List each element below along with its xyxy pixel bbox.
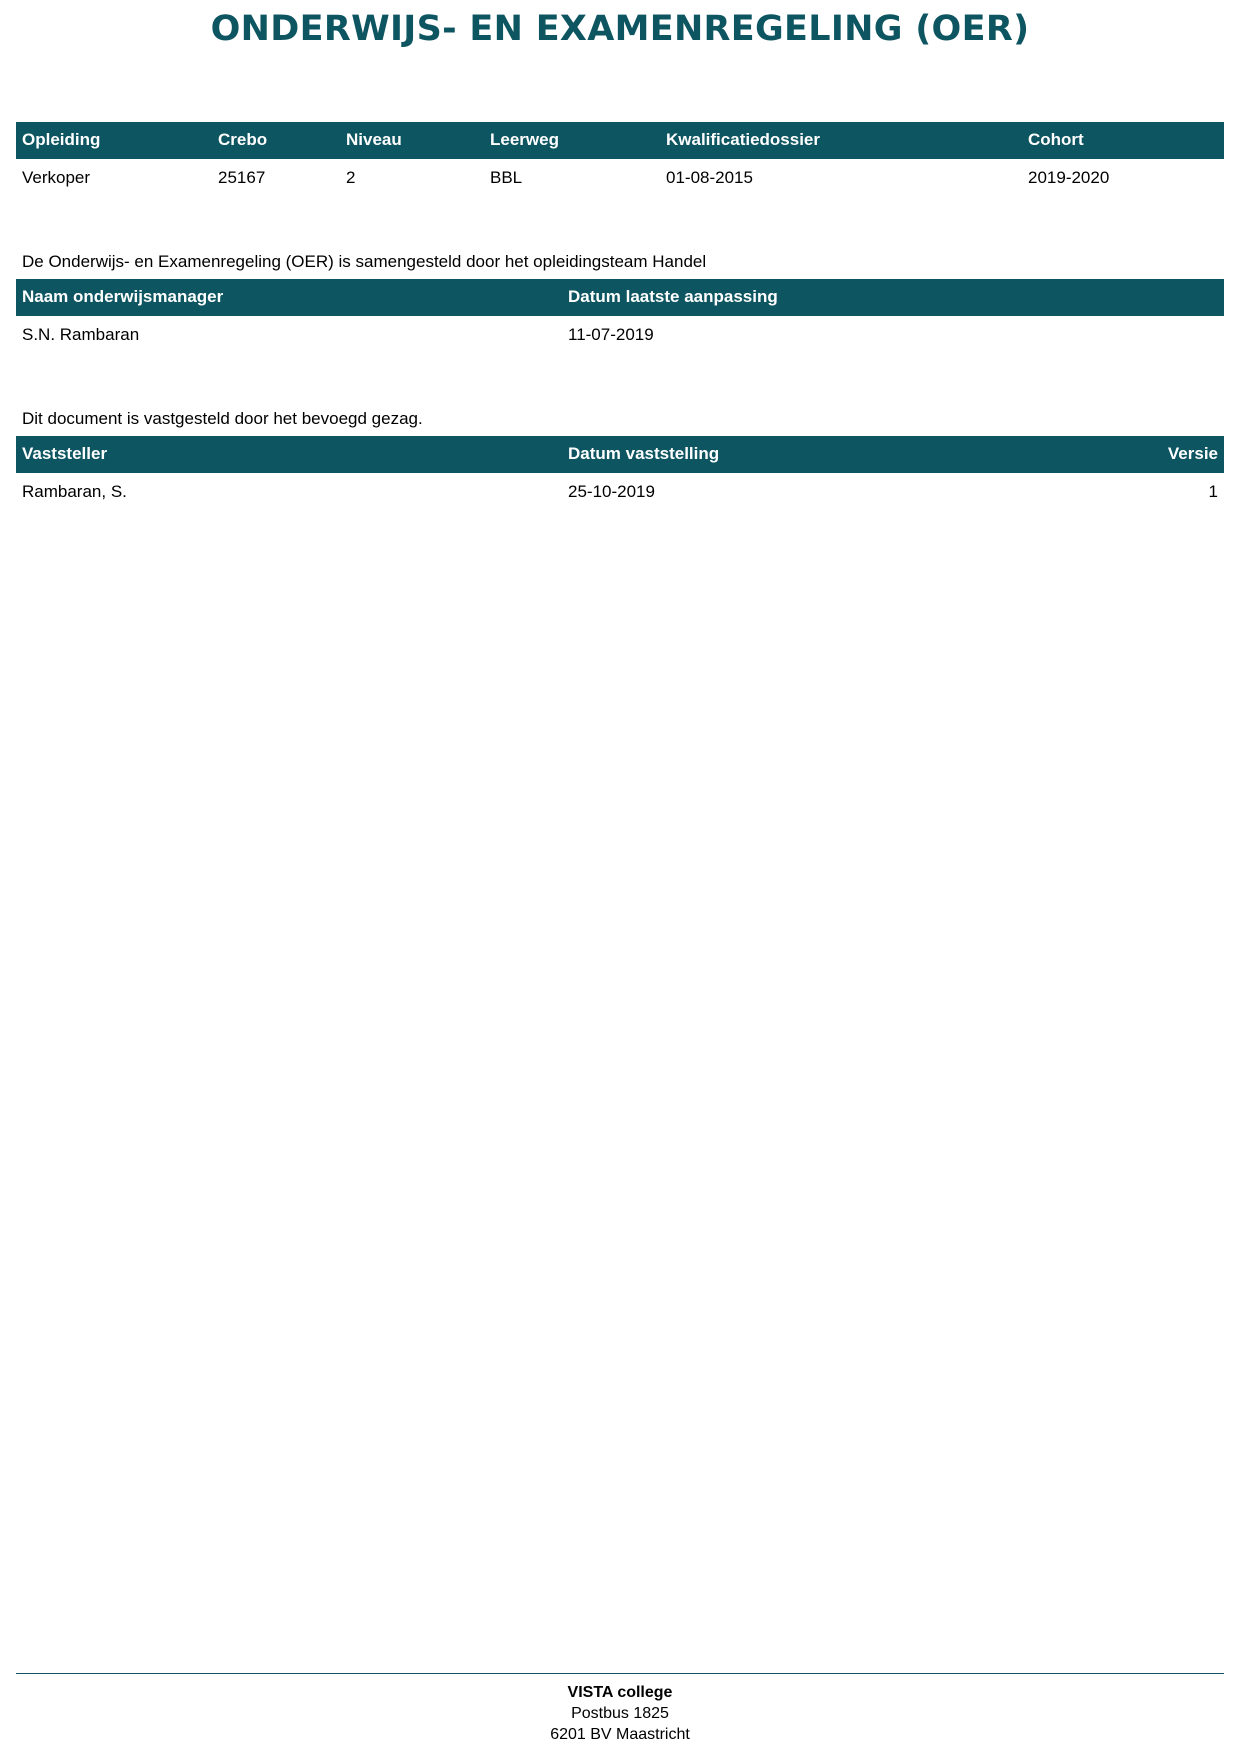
table-row xyxy=(16,316,1224,352)
table-header-row xyxy=(16,122,1224,159)
approval-table xyxy=(16,436,1224,509)
column-header-datum-laatste-aanpassing: Datum laatste aanpassing xyxy=(562,279,1224,316)
column-header-kwalificatiedossier: Kwalificatiedossier xyxy=(660,122,1022,159)
page-footer xyxy=(0,1673,1240,1745)
cell-vaststeller: Rambaran, S. xyxy=(16,473,562,509)
spacer-after-manager-table xyxy=(16,352,1224,408)
column-header-naam-onderwijsmanager: Naam onderwijsmanager xyxy=(16,279,562,316)
spacer-after-program-table xyxy=(16,195,1224,251)
cell-datum-vaststelling: 25-10-2019 xyxy=(562,473,1108,509)
cell-niveau: 2 xyxy=(340,159,484,195)
page-title: ONDERWIJS- EN EXAMENREGELING (OER) xyxy=(210,9,1030,49)
table-header-row xyxy=(16,279,1224,316)
column-header-datum-vaststelling: Datum vaststelling xyxy=(562,436,1108,473)
cell-naam-onderwijsmanager: S.N. Rambaran xyxy=(16,316,562,352)
cell-datum-laatste-aanpassing: 11-07-2019 xyxy=(562,316,1224,352)
column-header-vaststeller: Vaststeller xyxy=(16,436,562,473)
approval-note: Dit document is vastgesteld door het bevoegd gezag. xyxy=(22,409,423,428)
cell-versie: 1 xyxy=(1108,473,1224,509)
cell-crebo: 25167 xyxy=(212,159,340,195)
footer-city: 6201 BV Maastricht xyxy=(550,1726,690,1743)
table-row xyxy=(16,159,1224,195)
footer-postbox: Postbus 1825 xyxy=(571,1705,669,1722)
column-header-crebo: Crebo xyxy=(212,122,340,159)
column-header-leerweg: Leerweg xyxy=(484,122,660,159)
table-header-row xyxy=(16,436,1224,473)
compose-note: De Onderwijs- en Examenregeling (OER) is samengesteld door het opleidingsteam Handel xyxy=(22,252,707,271)
footer-organization: VISTA college xyxy=(567,1684,673,1701)
table-row xyxy=(16,473,1224,509)
cell-cohort: 2019-2020 xyxy=(1022,159,1224,195)
cell-leerweg: BBL xyxy=(484,159,660,195)
program-table xyxy=(16,122,1224,195)
cell-kwalificatiedossier: 01-08-2015 xyxy=(660,159,1022,195)
spacer-top xyxy=(16,54,1224,122)
cell-opleiding: Verkoper xyxy=(16,159,212,195)
column-header-opleiding: Opleiding xyxy=(16,122,212,159)
column-header-cohort: Cohort xyxy=(1022,122,1224,159)
column-header-niveau: Niveau xyxy=(340,122,484,159)
column-header-versie: Versie xyxy=(1108,436,1224,473)
manager-table xyxy=(16,279,1224,352)
footer-divider xyxy=(16,1673,1224,1674)
footer-address xyxy=(16,1682,1224,1745)
